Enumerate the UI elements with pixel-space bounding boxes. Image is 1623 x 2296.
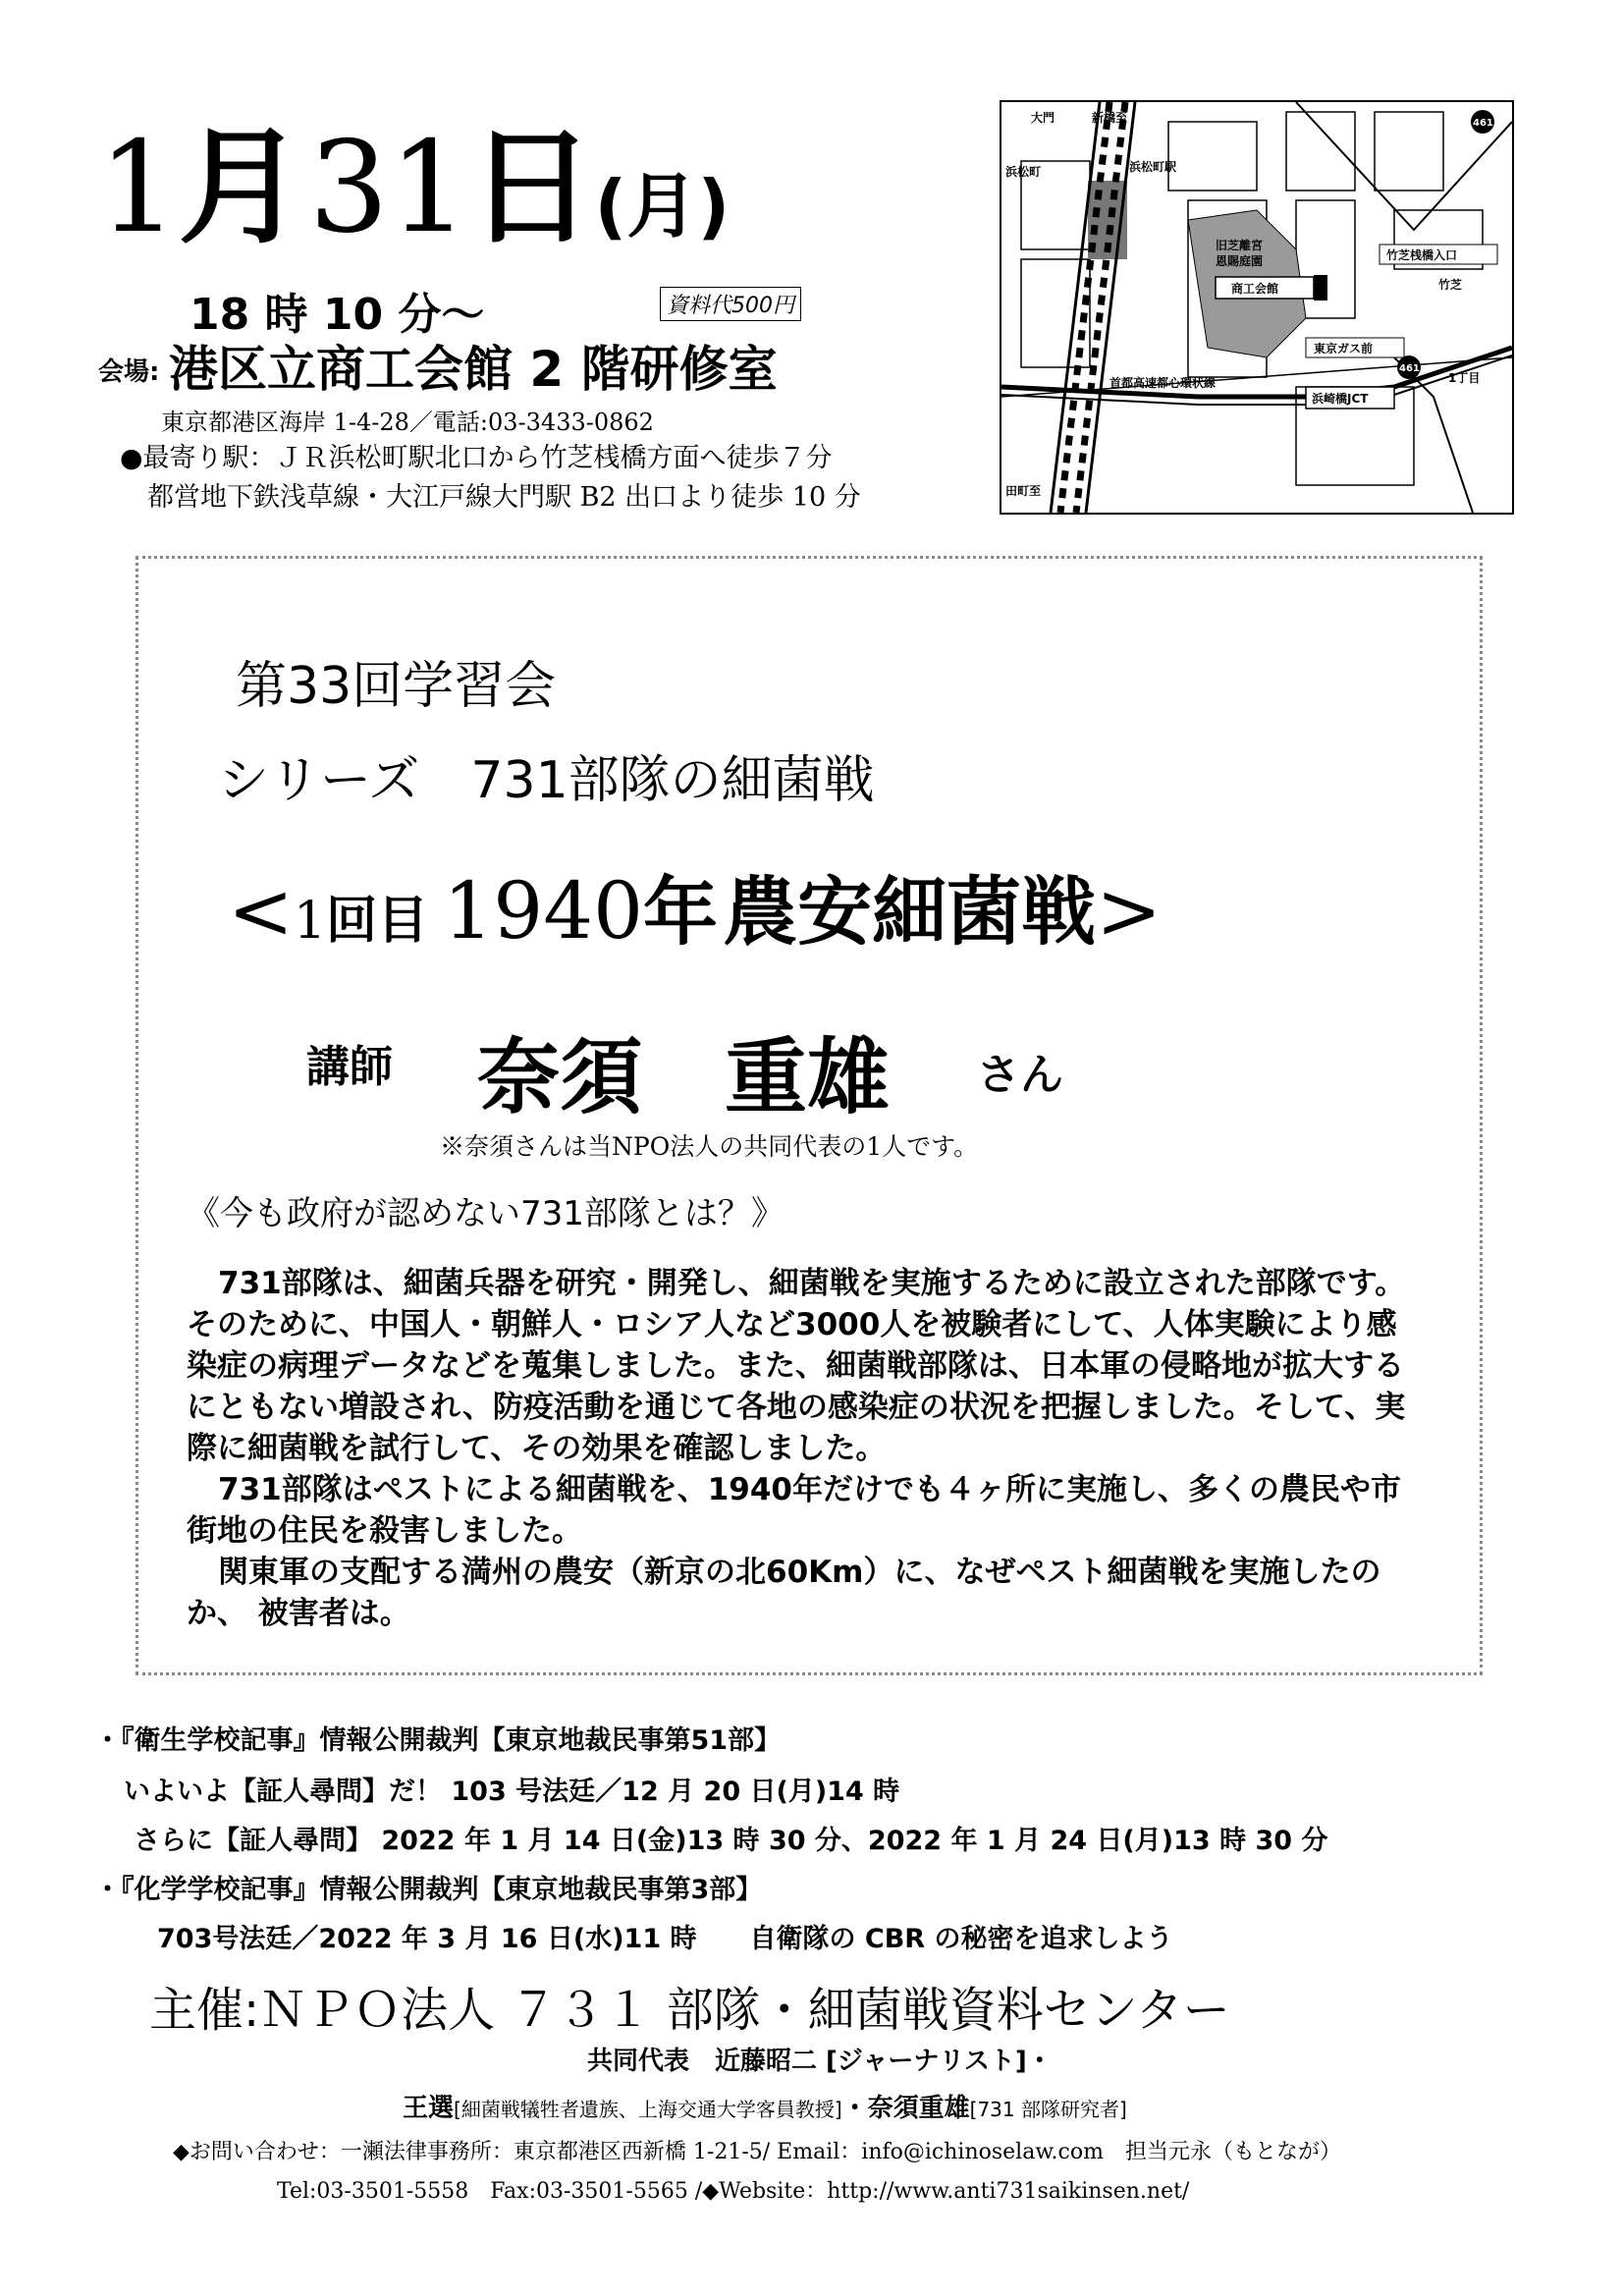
lecturer-suffix: さん (977, 1050, 1063, 1100)
date-month-kanji: 月 (178, 115, 304, 261)
access-line-2: 都営地下鉄浅草線・大江戸線大門駅 B2 出口より徒歩 10 分 (147, 482, 861, 513)
map-label-route-top: 461 (1473, 118, 1493, 129)
venue-name: 港区立商工会館 2 階研修室 (169, 341, 778, 398)
body-paragraph-1: 731部隊は、細菌兵器を研究・開発し、細菌戦を実施するために設立された部隊です。そのために、中国人・朝鮮人・ロシア人など3000人を被験者にして、人体実験により感染症の病理データなどを蒐集しました。また、細菌戦部隊は、日本軍の侵略地が拡大するにともない増設され、防疫活動を通じて各地の感染症の状況を把握しました。そして、実際に細菌戦を試行して、その効果を確認しました。 (187, 1266, 1406, 1466)
lecturer-note: ※奈須さんは当NPO法人の共同代表の1人です。 (440, 1132, 979, 1161)
map-label-route-bottom: 461 (1399, 363, 1420, 374)
date-day-kanji: 日 (468, 115, 595, 261)
session-kai: 回目 (326, 892, 429, 951)
representatives-line-2 (403, 2088, 1127, 2124)
trial-1-title: ・『衛生学校記事』情報公開裁判【東京地裁民事第51部】 (94, 1725, 782, 1756)
session-open-bracket: < (228, 865, 295, 957)
event-date (98, 115, 730, 261)
date-day-number: 31 (308, 115, 469, 261)
venue-map-graphic (1001, 102, 1512, 513)
map-label-tokyo-gas: 東京ガス前 (1314, 342, 1374, 355)
map-label-shinbashi: 新橋至 (1092, 111, 1128, 125)
session-title (228, 865, 1163, 957)
contact-line-2: Tel:03-3501-5558 Fax:03-3501-5565 /◆Website：http://www.anti731saikinsen.net/ (277, 2179, 1190, 2204)
session-nen: 年 (643, 868, 718, 956)
access-line-1: ●最寄り駅：ＪＲ浜松町駅北口から竹芝桟橋方面へ徒歩７分 (120, 443, 833, 473)
map-label-hamazakibashi: 浜崎橋JCT (1312, 392, 1369, 406)
trial-2-line-1: 703号法廷／2022 年 3 月 16 日(水)11 時 自衛隊の CBR の秘密を追求しよう (157, 1924, 1173, 1954)
rep-separator-name-2: ・奈須重雄 (841, 2094, 970, 2123)
session-topic: 農安細菌戦 (723, 868, 1097, 956)
session-close-bracket: > (1096, 865, 1163, 957)
map-label-garden-2: 恩賜庭園 (1216, 254, 1264, 268)
venue-map (1000, 100, 1514, 515)
study-number: 第33回学習会 (236, 657, 557, 716)
body-text (187, 1263, 1414, 1634)
map-label-garden-1: 旧芝離宮 (1216, 239, 1264, 252)
event-time: 18 時 10 分～ (189, 290, 485, 340)
session-number: 1 (294, 892, 327, 951)
fee-badge: 資料代500円 (660, 287, 801, 321)
map-label-expressway: 首都高速都心環状線 (1109, 376, 1217, 390)
date-weekday: (月) (594, 165, 730, 247)
venue-label: 会場: (98, 357, 160, 387)
map-label-tamachi: 田町至 (1005, 484, 1042, 498)
lecturer-label: 講師 (306, 1042, 393, 1092)
venue-address: 東京都港区海岸 1-4-28／電話:03-3433-0862 (161, 409, 654, 436)
body-paragraph-2: 731部隊はペストによる細菌戦を、1940年だけでも４ヶ所に実施し、多くの農民や市街地の住民を殺害しました。 (187, 1472, 1401, 1549)
map-label-hamamatsucho: 浜松町 (1005, 165, 1042, 179)
map-label-takeshiba-entrance: 竹芝桟橋入口 (1386, 248, 1458, 262)
rep-title-2: [731 部隊研究者] (969, 2098, 1127, 2121)
map-label-daimon: 大門 (1031, 111, 1055, 125)
session-year: 1940 (443, 865, 643, 957)
date-month-number: 1 (98, 115, 179, 261)
organizer: 主催:ＮＰＯ法人 ７３１ 部隊・細菌戦資料センター (149, 1983, 1230, 2038)
map-label-shokokaikan: 商工会館 (1231, 282, 1279, 296)
map-label-hamamatsucho-station: 浜松町駅 (1129, 160, 1177, 174)
body-title: 《今も政府が認めない731部隊とは？》 (187, 1194, 784, 1233)
representatives-line-1: 共同代表 近藤昭二 [ジャーナリスト]・ (587, 2047, 1053, 2076)
trial-1-line-1: いよいよ【証人尋問】だ！ 103 号法廷／12 月 20 日(月)14 時 (124, 1777, 900, 1807)
lecturer-name: 奈須 重雄 (477, 1029, 891, 1125)
contact-line-1: ◆お問い合わせ：一瀬法律事務所：東京都港区西新橋 1-21-5/ Email：info@ichinoselaw.com 担当元永（もとなが） (173, 2140, 1341, 2164)
body-paragraph-3: 関東軍の支配する満州の農安（新京の北60Km）に、なぜペスト細菌戦を実施したのか、 被害者は。 (187, 1555, 1381, 1631)
trial-2-title: ・『化学学校記事』情報公開裁判【東京地裁民事第3部】 (94, 1875, 763, 1905)
map-label-takeshiba: 竹芝 (1438, 278, 1463, 292)
trial-1-line-2: さらに【証人尋問】 2022 年 1 月 14 日(金)13 時 30 分、2022 年 1 月 24 日(月)13 時 30 分 (134, 1826, 1328, 1856)
series-title: シリーズ 731部隊の細菌戦 (218, 751, 875, 810)
rep-title-1: [細菌戦犠牲者遺族、上海交通大学客員教授] (454, 2098, 842, 2121)
map-label-itchome: 1丁目 (1448, 371, 1481, 385)
rep-name-1: 王選 (403, 2094, 455, 2123)
